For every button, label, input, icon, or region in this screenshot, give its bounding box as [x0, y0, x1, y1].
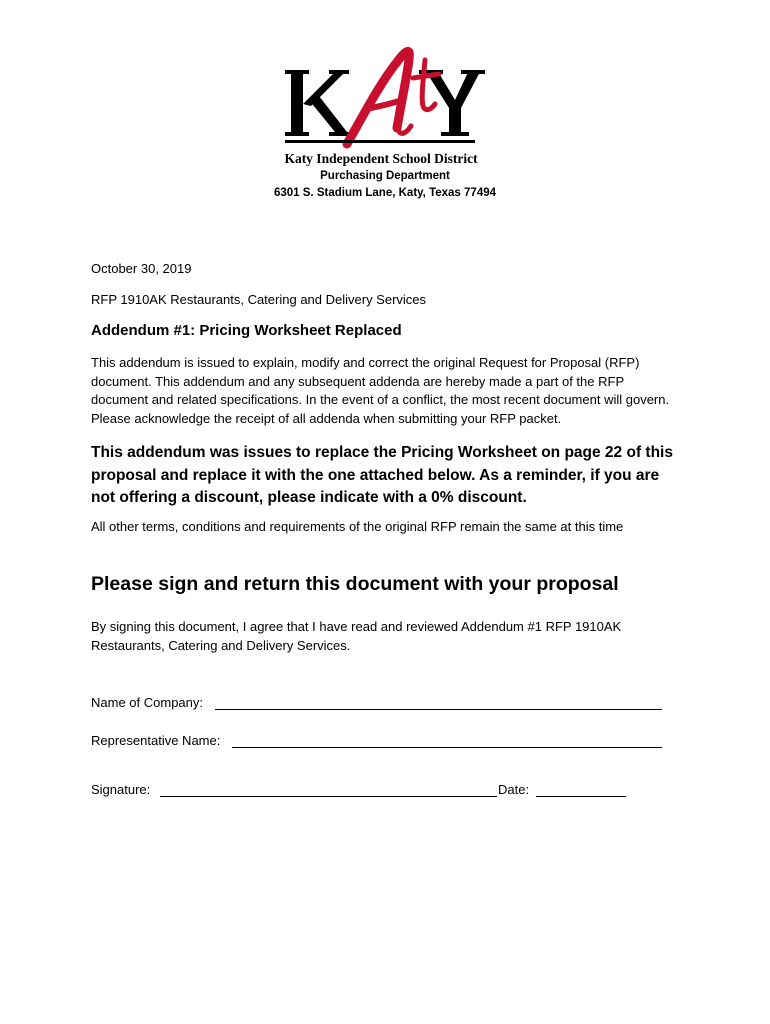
representative-field-label: Representative Name: [91, 733, 221, 748]
logo-underline [285, 140, 475, 143]
logo-letter-a [347, 51, 411, 144]
katy-isd-logo [285, 42, 485, 172]
katy-logo-graphic [285, 42, 485, 172]
terms-paragraph: All other terms, conditions and requirements of the original RFP remain the same at this time [91, 519, 624, 534]
company-input-line[interactable] [215, 709, 662, 710]
logo-letter-k [285, 70, 351, 136]
department-name: Purchasing Department [320, 170, 450, 182]
sign-paragraph: By signing this document, I agree that I have read and reviewed Addendum #1 RFP 1910AK Restaurants, Catering and Delivery Services. [91, 619, 622, 653]
date-input-line[interactable] [536, 796, 626, 797]
date-field-label: Date: [498, 782, 530, 797]
letter-date: October 30, 2019 [91, 261, 192, 276]
representative-input-line[interactable] [232, 747, 662, 748]
signature-field-label: Signature: [91, 782, 151, 797]
notice-paragraph: This addendum was issues to replace the Pricing Worksheet on page 22 of this proposal and replace it with the one attached below. As a reminder, if you are not offering a discount, please indicate with a 0% discount. [91, 444, 673, 506]
rfp-title: RFP 1910AK Restaurants, Catering and Delivery Services [91, 292, 427, 307]
intro-paragraph: This addendum is issued to explain, modify and correct the original Request for Proposal (RFP) document. This addendum and any subsequent addenda are hereby made a part of the RFP document and related specifications. In the event of a conflict, the most recent document will govern. Please acknowledge the receipt of all addenda when submitting your RFP packet. [91, 355, 670, 426]
logo-letter-y [419, 70, 485, 136]
company-field-label: Name of Company: [91, 695, 203, 710]
department-address: 6301 S. Stadium Lane, Katy, Texas 77494 [273, 187, 497, 199]
sign-heading: Please sign and return this document with your proposal [91, 573, 619, 595]
logo-subtitle: Katy Independent School District [285, 151, 478, 166]
addendum-heading: Addendum #1: Pricing Worksheet Replaced [91, 322, 402, 339]
signature-input-line[interactable] [160, 796, 497, 797]
